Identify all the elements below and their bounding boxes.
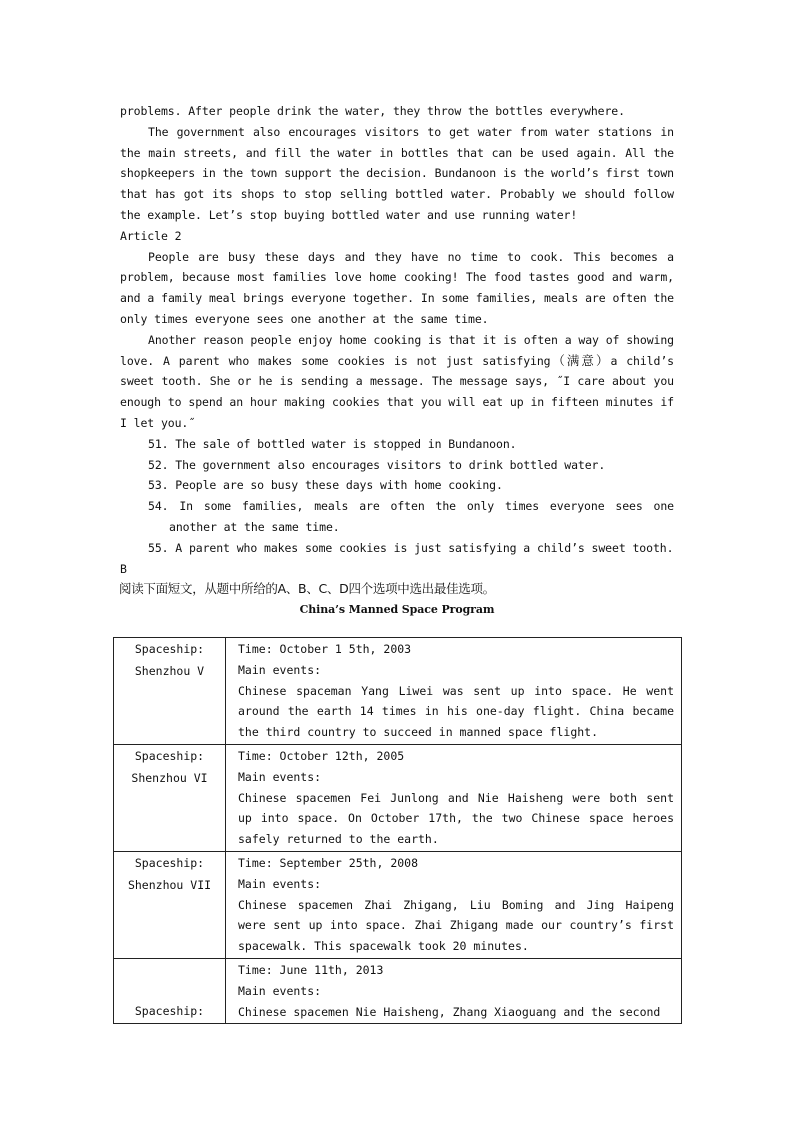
- mission-info-cell: [226, 744, 682, 851]
- table-row: [114, 638, 682, 745]
- section-b-instruction: 阅读下面短文，从题中所给的A、B、C、D四个选项中选出最佳选项。: [119, 581, 495, 597]
- spaceship-name: Shenzhou VI: [131, 770, 208, 785]
- spaceship-name: Shenzhou V: [134, 664, 205, 678]
- spaceship-cell: [114, 958, 226, 1023]
- table-row: [114, 744, 682, 851]
- article2-paragraph-2-text-a: Another reason people enjoy home cooking is that it is often a way of showing love. A parent who makes some cookies is not just satisfying: [120, 332, 674, 368]
- mission-events: Chinese spacemen Nie Haisheng, Zhang Xiaoguang and the second: [238, 1004, 661, 1019]
- spaceship-cell: [114, 638, 226, 745]
- spaceship-cell: [114, 744, 226, 851]
- main-events-label: Main events:: [238, 876, 322, 891]
- spaceship-cell: [114, 851, 226, 958]
- question-52: 52. The government also encourages visitors to drink bottled water.: [148, 457, 606, 472]
- space-program-table: [113, 637, 682, 1024]
- main-events-label: Main events:: [238, 662, 322, 677]
- spaceship-label: Spaceship:: [134, 1003, 205, 1018]
- spaceship-label: Spaceship:: [134, 642, 205, 656]
- question-53: 53. People are so busy these days with home cooking.: [148, 478, 503, 493]
- article2-paragraph-2: [120, 330, 674, 434]
- spaceship-name: Shenzhou VII: [127, 877, 212, 892]
- mission-time: Time: October 1 5th, 2003: [238, 642, 412, 656]
- article2-heading: Article 2: [120, 228, 182, 243]
- question-51: 51. The sale of bottled water is stopped in Bundanoon.: [148, 436, 517, 451]
- table-title: China’s Manned Space Program: [299, 603, 495, 617]
- mission-events: Chinese spaceman Yang Liwei was sent up into space. He went around the earth 14 times in his one-day flight. China became the third country to succeed in manned space flight.: [238, 683, 674, 740]
- table-row: [114, 851, 682, 958]
- section-b-letter: B: [120, 561, 127, 576]
- main-events-label: Main events:: [238, 983, 322, 998]
- mission-events: Chinese spacemen Fei Junlong and Nie Haisheng were both sent up into space. On October 17th, the two Chinese space heroes safely returned to the earth.: [238, 790, 674, 847]
- document-page: [120, 101, 674, 620]
- mission-time: Time: October 12th, 2005: [238, 748, 405, 763]
- article2-chinese-gloss: （满意）: [552, 352, 611, 368]
- article1-paragraph-2: The government also encourages visitors to get water from water stations in the main streets, and fill the water in bottles that can be used again. All the shopkeepers in the town support the decision. Bundanoon is the world’s first town that has got its shops to stop selling bottled water. Probably we should follow the example. Let’s stop buying bottled water and use running water!: [120, 124, 674, 222]
- table-row: [114, 958, 682, 1023]
- mission-events: Chinese spacemen Zhai Zhigang, Liu Boming and Jing Haipeng were sent up into space. Zhai Zhigang made our country’s first spacewalk. This spacewalk took 20 minutes.: [238, 897, 674, 954]
- mission-info-cell: [226, 958, 682, 1023]
- mission-info-cell: [226, 638, 682, 745]
- mission-time: Time: September 25th, 2008: [238, 855, 419, 870]
- article2-paragraph-2-text-b: a child’s sweet tooth. She or he is sending a message. The message says, ˝I care about you enough to spend an hour making cookies that you will eat up in fifteen minutes if I let you.˝: [120, 353, 674, 430]
- mission-time: Time: June 11th, 2013: [238, 962, 384, 977]
- mission-info-cell: [226, 851, 682, 958]
- article1-paragraph-1: problems. After people drink the water, they throw the bottles everywhere.: [120, 104, 625, 118]
- article2-paragraph-1: People are busy these days and they have no time to cook. This becomes a problem, because most families love home cooking! The food tastes good and warm, and a family meal brings everyone together. In some families, meals are often the only times everyone sees one another at the same time.: [120, 249, 674, 326]
- spaceship-label: Spaceship:: [134, 855, 205, 870]
- question-55: 55. A parent who makes some cookies is just satisfying a child’s sweet tooth.: [148, 540, 674, 555]
- spaceship-label: Spaceship:: [134, 748, 205, 763]
- question-54: 54. In some families, meals are often the only times everyone sees one another at the same time.: [148, 499, 674, 534]
- main-events-label: Main events:: [238, 769, 322, 784]
